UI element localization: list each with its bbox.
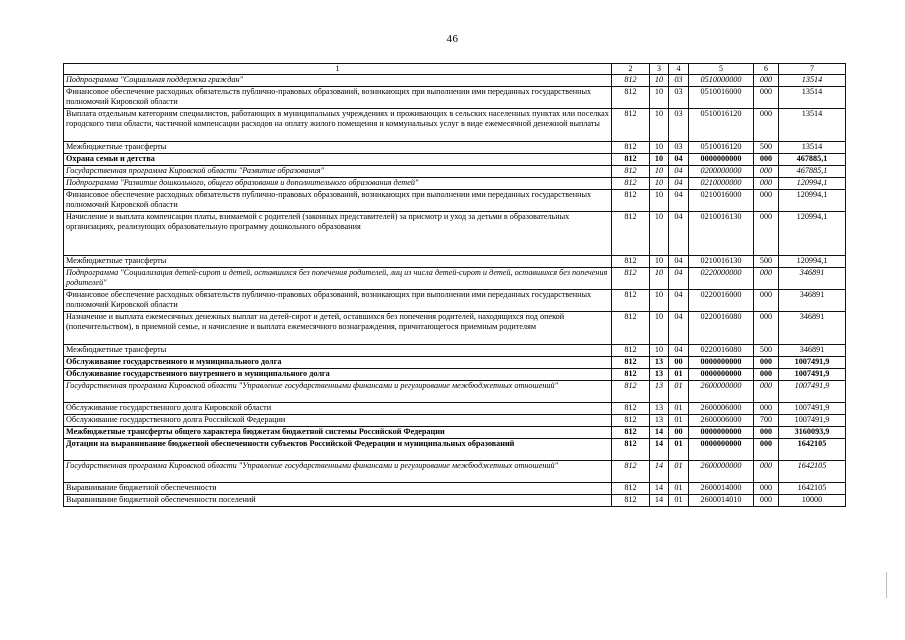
- amount-cell: 13514: [779, 75, 846, 87]
- table-row: [64, 415, 846, 427]
- expense-type-cell: 000: [754, 357, 779, 369]
- table-row: [64, 154, 846, 166]
- target-code-cell: 0210000000: [689, 178, 754, 190]
- section-cell: 14: [650, 439, 669, 461]
- amount-cell: 3160093,9: [779, 427, 846, 439]
- table-row: [64, 403, 846, 415]
- admin-code-cell: 812: [612, 109, 650, 142]
- expense-type-cell: 000: [754, 483, 779, 495]
- section-cell: 10: [650, 166, 669, 178]
- scan-margin-mark: [886, 572, 887, 598]
- subsection-cell: 01: [669, 403, 689, 415]
- admin-code-cell: 812: [612, 212, 650, 256]
- target-code-cell: 0220016080: [689, 312, 754, 345]
- target-code-cell: 0000000000: [689, 427, 754, 439]
- admin-code-cell: 812: [612, 178, 650, 190]
- target-code-cell: 2600014010: [689, 495, 754, 507]
- section-cell: 10: [650, 87, 669, 109]
- subsection-cell: 01: [669, 369, 689, 381]
- section-cell: 13: [650, 381, 669, 403]
- target-code-cell: 0220016000: [689, 290, 754, 312]
- admin-code-cell: 812: [612, 439, 650, 461]
- row-name-cell: Межбюджетные трансферты: [64, 256, 612, 268]
- subsection-cell: 00: [669, 427, 689, 439]
- row-name-cell: Межбюджетные трансферты общего характера бюджетам бюджетной системы Российской Федерации: [64, 427, 612, 439]
- row-name-cell: Финансовое обеспечение расходных обязательств публично-правовых образований, возникающих при выполнении ими переданных государственных полномочий Кировской области: [64, 290, 612, 312]
- table-row: [64, 381, 846, 403]
- table-row: [64, 87, 846, 109]
- section-cell: 13: [650, 357, 669, 369]
- amount-cell: 1642105: [779, 483, 846, 495]
- table-row: [64, 256, 846, 268]
- amount-cell: 120994,1: [779, 256, 846, 268]
- section-cell: 14: [650, 427, 669, 439]
- expense-type-cell: 000: [754, 461, 779, 483]
- target-code-cell: 0220016080: [689, 345, 754, 357]
- subsection-cell: 04: [669, 268, 689, 290]
- amount-cell: 1007491,9: [779, 415, 846, 427]
- target-code-cell: 0000000000: [689, 357, 754, 369]
- table-row: [64, 483, 846, 495]
- subsection-cell: 03: [669, 142, 689, 154]
- section-cell: 10: [650, 154, 669, 166]
- expense-type-cell: 000: [754, 190, 779, 212]
- expense-type-cell: 000: [754, 109, 779, 142]
- admin-code-cell: 812: [612, 290, 650, 312]
- section-cell: 10: [650, 312, 669, 345]
- expense-type-cell: 000: [754, 166, 779, 178]
- section-cell: 10: [650, 345, 669, 357]
- admin-code-cell: 812: [612, 142, 650, 154]
- admin-code-cell: 812: [612, 166, 650, 178]
- column-header: 2: [612, 64, 650, 75]
- target-code-cell: 2600006000: [689, 415, 754, 427]
- target-code-cell: 2600006000: [689, 403, 754, 415]
- row-name-cell: Охрана семьи и детства: [64, 154, 612, 166]
- target-code-cell: 2600000000: [689, 461, 754, 483]
- column-header: 1: [64, 64, 612, 75]
- row-name-cell: Дотации на выравнивание бюджетной обеспеченности субъектов Российской Федерации и муниципальных образований: [64, 439, 612, 461]
- column-header: 3: [650, 64, 669, 75]
- subsection-cell: 04: [669, 190, 689, 212]
- row-name-cell: Обслуживание государственного и муниципального долга: [64, 357, 612, 369]
- target-code-cell: 0000000000: [689, 154, 754, 166]
- table-row: [64, 190, 846, 212]
- amount-cell: 346891: [779, 345, 846, 357]
- amount-cell: 13514: [779, 87, 846, 109]
- admin-code-cell: 812: [612, 495, 650, 507]
- admin-code-cell: 812: [612, 403, 650, 415]
- admin-code-cell: 812: [612, 357, 650, 369]
- admin-code-cell: 812: [612, 256, 650, 268]
- target-code-cell: 0220000000: [689, 268, 754, 290]
- subsection-cell: 04: [669, 154, 689, 166]
- target-code-cell: 0000000000: [689, 369, 754, 381]
- amount-cell: 120994,1: [779, 178, 846, 190]
- admin-code-cell: 812: [612, 415, 650, 427]
- row-name-cell: Выплата отдельным категориям специалистов, работающих в муниципальных учреждениях и проживающих в сельских населенных пунктах или поселках городского типа области, частичной компенсации расходов на оплату жилого помещения и коммунальных услуг в виде ежемесячной денежной выплаты: [64, 109, 612, 142]
- table-row: [64, 357, 846, 369]
- table-row: [64, 109, 846, 142]
- row-name-cell: Межбюджетные трансферты: [64, 345, 612, 357]
- section-cell: 10: [650, 75, 669, 87]
- subsection-cell: 04: [669, 290, 689, 312]
- section-cell: 13: [650, 369, 669, 381]
- subsection-cell: 04: [669, 345, 689, 357]
- subsection-cell: 01: [669, 439, 689, 461]
- admin-code-cell: 812: [612, 75, 650, 87]
- section-cell: 13: [650, 415, 669, 427]
- subsection-cell: 01: [669, 461, 689, 483]
- admin-code-cell: 812: [612, 268, 650, 290]
- row-name-cell: Государственная программа Кировской области "Управление государственными финансами и регулирование межбюджетных отношений": [64, 381, 612, 403]
- row-name-cell: Выравнивание бюджетной обеспеченности поселений: [64, 495, 612, 507]
- section-cell: 13: [650, 403, 669, 415]
- admin-code-cell: 812: [612, 427, 650, 439]
- amount-cell: 10000: [779, 495, 846, 507]
- expense-type-cell: 500: [754, 256, 779, 268]
- amount-cell: 346891: [779, 312, 846, 345]
- subsection-cell: 03: [669, 109, 689, 142]
- expense-type-cell: 000: [754, 427, 779, 439]
- row-name-cell: Подпрограмма "Социальная поддержка граждан": [64, 75, 612, 87]
- amount-cell: 346891: [779, 290, 846, 312]
- amount-cell: 1007491,9: [779, 369, 846, 381]
- section-cell: 10: [650, 212, 669, 256]
- admin-code-cell: 812: [612, 381, 650, 403]
- table-row: [64, 312, 846, 345]
- target-code-cell: 0510000000: [689, 75, 754, 87]
- admin-code-cell: 812: [612, 483, 650, 495]
- section-cell: 10: [650, 290, 669, 312]
- section-cell: 14: [650, 483, 669, 495]
- expense-type-cell: 000: [754, 369, 779, 381]
- subsection-cell: 04: [669, 312, 689, 345]
- row-name-cell: Начисление и выплата компенсации платы, взимаемой с родителей (законных представителей) за присмотр и уход за детьми в образовательных организациях, реализующих образовательную программу дошкольного образования: [64, 212, 612, 256]
- table-row: [64, 75, 846, 87]
- subsection-cell: 04: [669, 178, 689, 190]
- row-name-cell: Обслуживание государственного долга Российской Федерации: [64, 415, 612, 427]
- row-name-cell: Обслуживание государственного внутреннего и муниципального долга: [64, 369, 612, 381]
- target-code-cell: 2600000000: [689, 381, 754, 403]
- column-header: 5: [689, 64, 754, 75]
- target-code-cell: 0200000000: [689, 166, 754, 178]
- target-code-cell: 0510016120: [689, 142, 754, 154]
- expense-type-cell: 700: [754, 415, 779, 427]
- row-name-cell: Государственная программа Кировской области "Развитие образования": [64, 166, 612, 178]
- admin-code-cell: 812: [612, 87, 650, 109]
- target-code-cell: 0510016120: [689, 109, 754, 142]
- subsection-cell: 04: [669, 212, 689, 256]
- column-header: 4: [669, 64, 689, 75]
- table-row: [64, 461, 846, 483]
- table-row: [64, 166, 846, 178]
- amount-cell: 120994,1: [779, 190, 846, 212]
- row-name-cell: Государственная программа Кировской области "Управление государственными финансами и регулирование межбюджетных отношений": [64, 461, 612, 483]
- amount-cell: 120994,1: [779, 212, 846, 256]
- target-code-cell: 0210016130: [689, 256, 754, 268]
- amount-cell: 1642105: [779, 439, 846, 461]
- expense-type-cell: 000: [754, 495, 779, 507]
- section-cell: 10: [650, 142, 669, 154]
- subsection-cell: 00: [669, 357, 689, 369]
- amount-cell: 13514: [779, 109, 846, 142]
- expense-type-cell: 000: [754, 381, 779, 403]
- expense-type-cell: 000: [754, 178, 779, 190]
- expense-type-cell: 000: [754, 154, 779, 166]
- expense-type-cell: 000: [754, 439, 779, 461]
- amount-cell: 1007491,9: [779, 381, 846, 403]
- table-row: [64, 345, 846, 357]
- expense-type-cell: 000: [754, 290, 779, 312]
- column-header: 7: [779, 64, 846, 75]
- amount-cell: 467885,1: [779, 166, 846, 178]
- row-name-cell: Межбюджетные трансферты: [64, 142, 612, 154]
- expense-type-cell: 500: [754, 142, 779, 154]
- amount-cell: 346891: [779, 268, 846, 290]
- subsection-cell: 01: [669, 495, 689, 507]
- subsection-cell: 03: [669, 75, 689, 87]
- subsection-cell: 03: [669, 87, 689, 109]
- column-header: 6: [754, 64, 779, 75]
- subsection-cell: 01: [669, 483, 689, 495]
- row-name-cell: Финансовое обеспечение расходных обязательств публично-правовых образований, возникающих при выполнении ими переданных государственных полномочий Кировской области: [64, 190, 612, 212]
- target-code-cell: 0000000000: [689, 439, 754, 461]
- row-name-cell: Подпрограмма "Развитие дошкольного, общего образования и дополнительного образования детей": [64, 178, 612, 190]
- section-cell: 10: [650, 268, 669, 290]
- amount-cell: 13514: [779, 142, 846, 154]
- section-cell: 14: [650, 461, 669, 483]
- table-row: [64, 178, 846, 190]
- expense-type-cell: 000: [754, 312, 779, 345]
- section-cell: 10: [650, 178, 669, 190]
- table-row: [64, 439, 846, 461]
- admin-code-cell: 812: [612, 369, 650, 381]
- expense-type-cell: 000: [754, 87, 779, 109]
- table-row: [64, 142, 846, 154]
- amount-cell: 1642105: [779, 461, 846, 483]
- admin-code-cell: 812: [612, 312, 650, 345]
- section-cell: 10: [650, 190, 669, 212]
- table-row: [64, 495, 846, 507]
- budget-table: [63, 63, 846, 507]
- amount-cell: 467885,1: [779, 154, 846, 166]
- amount-cell: 1007491,9: [779, 403, 846, 415]
- amount-cell: 1007491,9: [779, 357, 846, 369]
- subsection-cell: 04: [669, 256, 689, 268]
- admin-code-cell: 812: [612, 154, 650, 166]
- row-name-cell: Обслуживание государственного долга Кировской области: [64, 403, 612, 415]
- table-row: [64, 369, 846, 381]
- target-code-cell: 0210016000: [689, 190, 754, 212]
- row-name-cell: Подпрограмма "Социализация детей-сирот и детей, оставшихся без попечения родителей, лиц из числа детей-сирот и детей, оставшихся без попечения родителей": [64, 268, 612, 290]
- admin-code-cell: 812: [612, 190, 650, 212]
- expense-type-cell: 000: [754, 403, 779, 415]
- section-cell: 10: [650, 256, 669, 268]
- section-cell: 14: [650, 495, 669, 507]
- table-row: [64, 268, 846, 290]
- subsection-cell: 01: [669, 381, 689, 403]
- page-number: 46: [446, 33, 459, 45]
- admin-code-cell: 812: [612, 461, 650, 483]
- expense-type-cell: 000: [754, 268, 779, 290]
- expense-type-cell: 000: [754, 75, 779, 87]
- expense-type-cell: 500: [754, 345, 779, 357]
- target-code-cell: 0210016130: [689, 212, 754, 256]
- table-row: [64, 290, 846, 312]
- row-name-cell: Финансовое обеспечение расходных обязательств публично-правовых образований, возникающих при выполнении ими переданных государственных полномочий Кировской области: [64, 87, 612, 109]
- target-code-cell: 0510016000: [689, 87, 754, 109]
- target-code-cell: 2600014000: [689, 483, 754, 495]
- admin-code-cell: 812: [612, 345, 650, 357]
- row-name-cell: Выравнивание бюджетной обеспеченности: [64, 483, 612, 495]
- expense-type-cell: 000: [754, 212, 779, 256]
- subsection-cell: 04: [669, 166, 689, 178]
- section-cell: 10: [650, 109, 669, 142]
- row-name-cell: Назначение и выплата ежемесячных денежных выплат на детей-сирот и детей, оставшихся без попечения родителей, находящихся под опекой (попечительством), в приемной семье, и начисление и выплата ежемесячного вознаграждения, причитающегося приемным родителям: [64, 312, 612, 345]
- table-header-row: [64, 64, 846, 75]
- table-row: [64, 427, 846, 439]
- table-row: [64, 212, 846, 256]
- subsection-cell: 01: [669, 415, 689, 427]
